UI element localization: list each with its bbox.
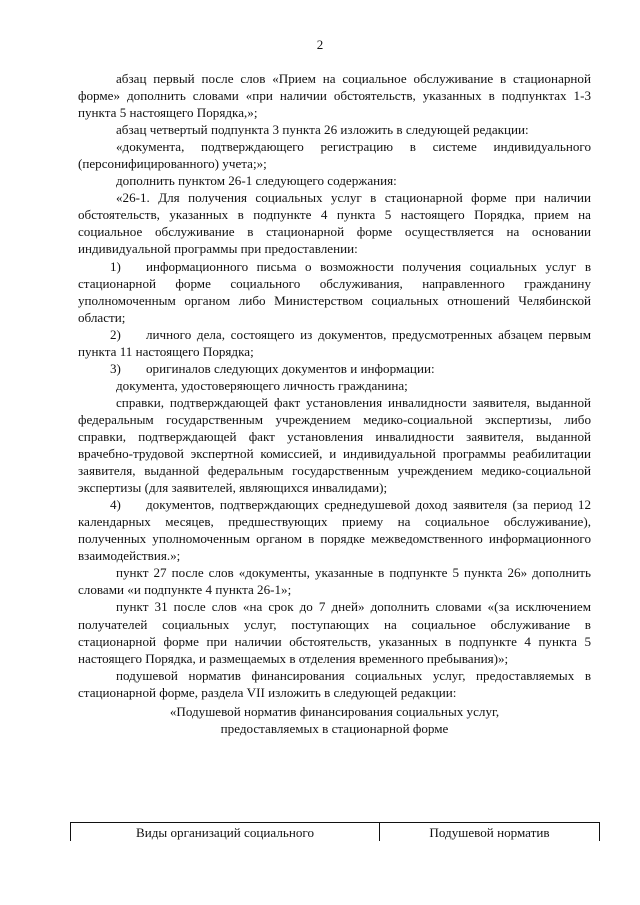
- paragraph: пункт 31 после слов «на срок до 7 дней» дополнить словами «(за исключением получателей социальных услуг, поступающих на социальное обслуживание в стационарной форме при наличии обстоятельств, указанных в подпункте 4 пункта 5 настоящего Порядка, и размещаемых в отделения временного пребывания)»;: [78, 599, 591, 666]
- section-heading-line: «Подушевой норматив финансирования социальных услуг,: [169, 703, 500, 719]
- list-item-number: 1): [110, 258, 121, 274]
- table-header-cell: Виды организаций социального: [71, 823, 380, 842]
- list-item: [78, 326, 591, 360]
- list-item-text: оригиналов следующих документов и информации:: [146, 360, 435, 376]
- paragraph: абзац первый после слов «Прием на социальное обслуживание в стационарной форме» дополнить словами «при наличии обстоятельств, указанных в подпунктах 1-3 пункта 5 настоящего Порядка,»;: [78, 71, 591, 121]
- list-item: [78, 496, 591, 564]
- section-heading-line: предоставляемых в стационарной форме: [220, 720, 449, 736]
- sub-paragraph: справки, подтверждающей факт установления инвалидности заявителя, выданной федеральным государственным учреждением медико-социальной экспертизы, либо справки, подтверждающей факт установления инвалидности заявителя, выданной врачебно-трудовой экспертной комиссией, и индивидуальной программы реабилитации заявителя, выданной федеральным государственным учреждением медико-социальной экспертизы (для заявителей, являющихся инвалидами);: [78, 394, 591, 496]
- list-item-number: 2): [110, 326, 121, 342]
- list-item-text: информационного письма о возможности получения социальных услуг в стационарной форме социального обслуживания, направленного гражданину уполномоченным органом либо Министерством социальных отношений Челябинской области;: [78, 258, 591, 325]
- list-item-number: 4): [110, 497, 121, 513]
- paragraph: пункт 27 после слов «документы, указанные в подпункте 5 пункта 26» дополнить словами «и подпункте 4 пункта 26-1»;: [78, 565, 591, 598]
- page-number: 2: [316, 37, 324, 52]
- paragraph: подушевой норматив финансирования социальных услуг, предоставляемых в стационарной форме, раздела VII изложить в следующей редакции:: [78, 667, 591, 700]
- list-item-number: 3): [110, 360, 121, 376]
- paragraph: дополнить пунктом 26-1 следующего содержания:: [116, 173, 397, 189]
- list-item: [78, 360, 591, 377]
- list-item: [78, 258, 591, 326]
- norm-table: [70, 822, 600, 841]
- table-header-cell: Подушевой норматив: [380, 823, 600, 842]
- paragraph: «документа, подтверждающего регистрацию в системе индивидуального (персонифицированного) учета;»;: [78, 139, 591, 172]
- list-item-text: личного дела, состоящего из документов, предусмотренных абзацем первым пункта 11 настоящего Порядка;: [78, 326, 591, 359]
- document-body: [78, 70, 591, 737]
- sub-paragraph: документа, удостоверяющего личность гражданина;: [116, 377, 408, 393]
- paragraph: абзац четвертый подпункта 3 пункта 26 изложить в следующей редакции:: [116, 122, 529, 138]
- paragraph: «26-1. Для получения социальных услуг в стационарной форме при наличии обстоятельств, указанных в подпункте 4 пункта 5 настоящего Порядка, прием на социальное обслуживание в стационарной форме осуществляется на основании индивидуальной программы при предоставлении:: [78, 190, 591, 257]
- table-header-row: [71, 823, 600, 842]
- list-item-text: документов, подтверждающих среднедушевой доход заявителя (за период 12 календарных месяцев, предшествующих приему на социальное обслуживание), полученных уполномоченным органом в порядке межведомственного информационного взаимодействия.»;: [78, 497, 591, 564]
